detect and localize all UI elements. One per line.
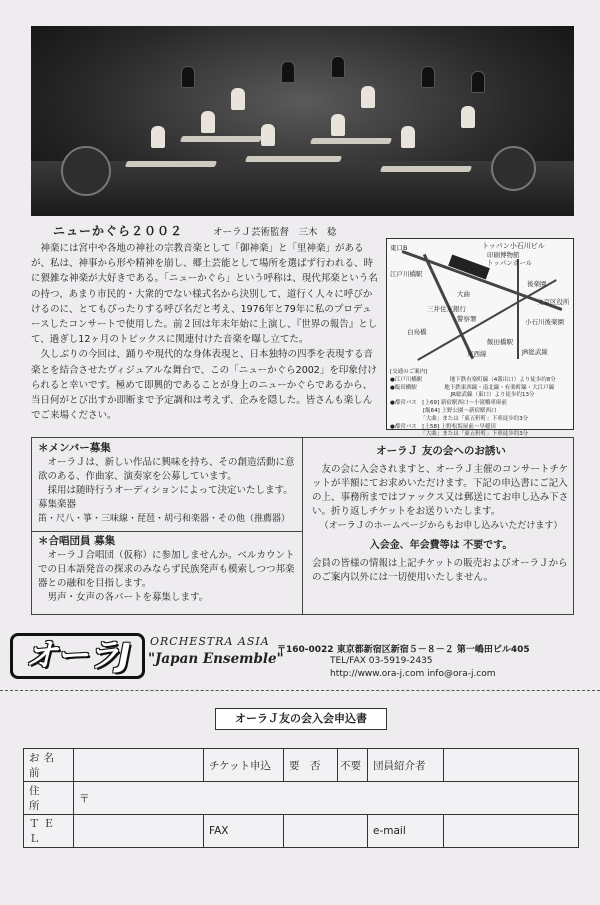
name-en-sub: "Japan Ensemble" [148, 651, 284, 667]
tel-label: ＴＥＬ [24, 815, 74, 848]
map-label: 文京区役所 [537, 298, 570, 306]
performer [471, 71, 485, 93]
referrer-field[interactable] [444, 749, 579, 782]
ticket-need[interactable]: 要 否 [284, 749, 338, 782]
performer [181, 66, 195, 88]
postal-mark: 〒 [79, 792, 90, 805]
access-notes [390, 369, 572, 439]
fax-field[interactable] [284, 815, 368, 848]
drum [491, 146, 536, 191]
friends-web: （オーラＪのホームページからもお申し込みいただけます） [319, 521, 563, 531]
performer [151, 126, 165, 148]
friends-title: オーラＪ 友の会へのお誘い [376, 445, 506, 457]
instruments-list: 笛・尺八・箏・三味線・琵琶・胡弓和楽器・その他（推薦器） [38, 514, 291, 524]
instruments-label: 募集楽器 [38, 499, 77, 510]
article-paragraph: 久しぶりの今回は、踊りや現代的な身体表現と、日本独特の四季を表現する音楽とを結合させたヴィジュアルな舞台で、この「ニューかぐら2002」を印象付けられると幸いです。極めて即興的であることが身上のニューかぐらであるから、当日何がとび出すか即断まで予定調和は考えず、企みを隠した。皆さんも楽しんでご来場ください。 [31, 349, 377, 422]
map-label: 大曲 [457, 290, 470, 298]
performer [401, 126, 415, 148]
map-label: 三井住友銀行 [427, 305, 466, 313]
performer [331, 56, 345, 78]
members-title: ＊メンバー募集 [38, 442, 111, 454]
access-map [386, 238, 574, 438]
name-label: お名前 [24, 749, 74, 782]
divider [302, 438, 303, 614]
map-label: 警察署 [457, 315, 477, 323]
choir-section [38, 534, 298, 605]
article-paragraph: 神楽には宮中や各地の神社の宗教音楽として「御神楽」と「里神楽」があるが、私は、神事から形や精神を崩し、郷土芸能として場所を選ばず行われる、時に猥雑な神楽が大好きである。「ニューかぐら」という呼称は、現代邦楽という名の持つ、あまり市民的・大衆的でない様式名から決別して、道行く人々に呼びかけるのに、とてもぴったりする呼び名だと考え、1976年と79年に私のプロデュースしたコンサートで使用した。前２回は年末年始に上演し、『世界の報告』として、過ぎし12ヶ月のトピックスに関連付けた音楽を曝し立てた。 [31, 243, 378, 346]
email-field[interactable] [444, 815, 579, 848]
friends-body: 友の会に入会されますと、オーラＪ主催のコンサートチケットが半額にてお求めいただけます。下記の申込書にご記入の上、事務所まではファックス又は郵送にてお申し込み下さい。折り返しチケットをお送りいたします。 [312, 464, 569, 517]
drum [61, 146, 111, 196]
map-label: 小石川後楽園 [525, 318, 564, 326]
map-hall2-label: トッパンホール [487, 259, 533, 267]
address-label: 住 所 [24, 782, 74, 815]
fax-label: FAX [204, 815, 284, 848]
choir-body: オーラＪ合唱団（仮称）に参加しませんか。ベルカウントでの日本語発音の探求のみならず民族発声も模索しつつ邦楽器との融和を目指します。 [38, 550, 295, 589]
article [31, 218, 381, 423]
performer [461, 106, 475, 128]
access-line: ●都営バス [上69] 新宿駅西口～小滝橋車庫前 [390, 400, 507, 407]
map-label: 飯田橋駅 [487, 338, 513, 346]
access-line: 「大曲」または「東五軒町」下車徒歩約3分 [390, 431, 529, 438]
ora-j-logo: オーラJ [10, 633, 145, 679]
ticket-label: チケット申込 [204, 749, 284, 782]
performer [281, 61, 295, 83]
map-label: 後楽園 [527, 280, 547, 288]
form-title: オーラＪ友の会入会申込書 [215, 708, 387, 730]
name-en: ORCHESTRA ASIA [150, 635, 270, 648]
members-note: 採用は随時行うオーディションによって決定いたします。 [47, 485, 293, 496]
access-line: [飯64] 上野公園～新宿駅西口 [390, 407, 497, 414]
address: 〒160-0022 東京都新宿区新宿５－８－２ 第一嶋田ビル405 [277, 645, 530, 655]
performer [201, 111, 215, 133]
access-line: ●都営バス [上58] 上野松坂屋前～早稲田 [390, 423, 496, 430]
address-field[interactable] [74, 782, 579, 815]
telfax: TEL/FAX 03-5919-2435 [330, 656, 433, 666]
performer [331, 114, 345, 136]
koto [180, 136, 262, 142]
ticket-noneed[interactable]: 不要 [338, 749, 368, 782]
choir-title: ＊合唱団員 募集 [38, 535, 116, 547]
access-line: 「大曲」または「東五軒町」下車徒歩約3分 [390, 415, 529, 422]
access-line: ●飯田橋駅 地下鉄東西線・南北線・有楽町線・大江戸線 [390, 384, 555, 391]
cut-line [0, 690, 600, 691]
website[interactable]: http://www.ora-j.com info@ora-j.com [330, 669, 496, 679]
members-body: オーラＪは、新しい作品に興味を持ち、その創造活動に意欲のある、作曲家、演奏家を公募しています。 [38, 457, 295, 482]
map-label: 江戸川橋駅 [390, 270, 423, 278]
email-label: e-mail [368, 815, 444, 848]
article-body [31, 241, 381, 423]
article-credit: オーラＪ芸術監督 三木 稔 [213, 227, 337, 238]
map-label: 東西線 [467, 350, 487, 358]
friends-section [312, 444, 570, 585]
koto [125, 161, 217, 167]
map-label: 白鳥橋 [407, 328, 427, 336]
access-line: ●江戸川橋駅 地下鉄有楽町線（4番出口）より徒歩約8分 [390, 376, 556, 383]
application-form [23, 748, 579, 848]
performer [361, 86, 375, 108]
members-section [38, 441, 298, 526]
info-box [31, 437, 574, 615]
map-label: 東口B [390, 244, 408, 252]
tel-field[interactable] [74, 815, 204, 848]
name-field[interactable] [74, 749, 204, 782]
access-line: JR総武線（東口）より徒歩約13分 [390, 392, 535, 399]
performer [231, 88, 245, 110]
performer [421, 66, 435, 88]
choir-note: 男声・女声の各パートを募集します。 [47, 592, 209, 603]
concert-photo [31, 26, 574, 216]
map-hall-label: 印刷博物館 [487, 251, 520, 259]
footer [0, 629, 600, 684]
performer [261, 124, 275, 146]
referrer-label: 団員紹介者 [368, 749, 444, 782]
friends-privacy: 会員の皆様の情報は上記チケットの販売およびオーラＪからのご案内以外には一切使用いたしません。 [312, 558, 568, 583]
friends-fee: 入会金、年会費等は 不要です。 [369, 540, 513, 551]
map-label: JR総武線 [522, 348, 548, 356]
koto [380, 166, 472, 172]
map-building-label: トッパン小石川ビル [482, 242, 545, 250]
koto [245, 156, 342, 162]
map-road [517, 259, 519, 359]
divider [32, 531, 302, 532]
koto [310, 138, 392, 144]
access-title: [交通のご案内] [390, 369, 428, 375]
article-title: ニューかぐら２００２ [53, 224, 184, 238]
